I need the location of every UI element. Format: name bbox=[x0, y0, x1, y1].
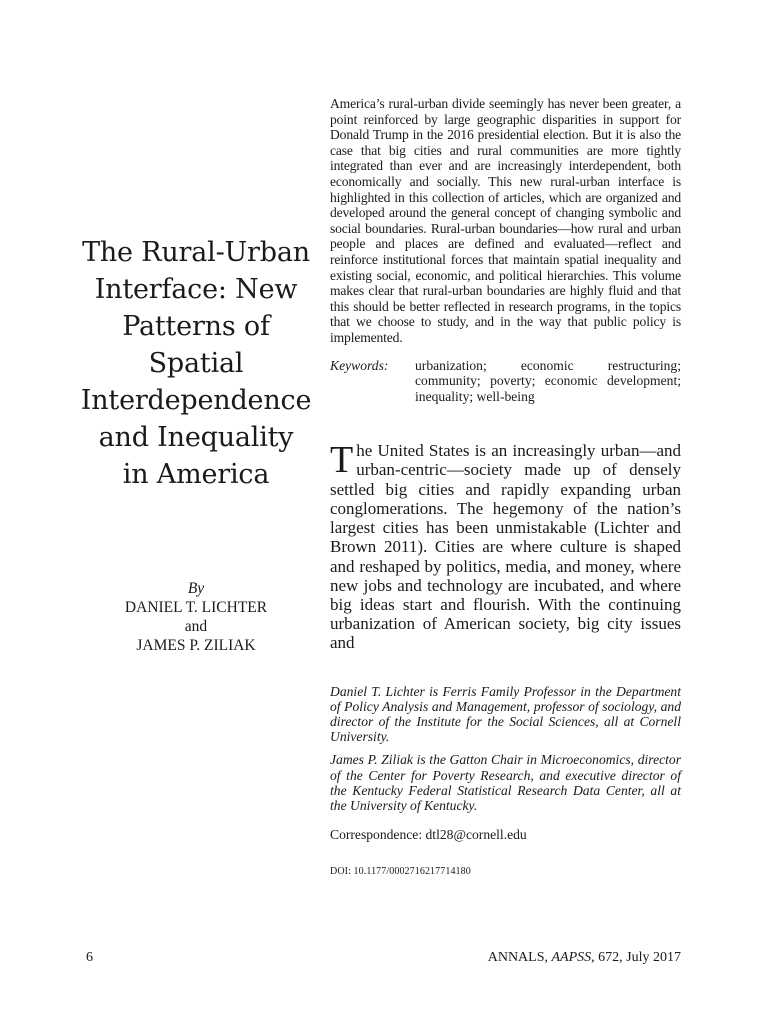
intro-paragraph bbox=[330, 441, 681, 652]
title-line: Interface: New bbox=[94, 274, 298, 305]
drop-cap: T bbox=[330, 439, 354, 482]
by-label: By bbox=[187, 580, 205, 597]
title-line: Interdependence bbox=[80, 385, 312, 416]
and-label: and bbox=[184, 618, 208, 635]
journal-italic: AAPSS bbox=[551, 950, 592, 965]
author-name: DANIEL T. LICHTER bbox=[124, 599, 268, 616]
doi: DOI: 10.1177/0002716217714180 bbox=[330, 866, 471, 878]
byline bbox=[62, 579, 330, 655]
title-line: Patterns of bbox=[122, 311, 270, 342]
author-bio: James P. Ziliak is the Gatton Chair in Microeconomics, director of the Center for Poverty Research, and executive director of the Kentucky Federal Statistical Research Data Center, all at the University of Kentucky. bbox=[330, 752, 681, 813]
title-line: and Inequality bbox=[98, 422, 294, 453]
title-line: in America bbox=[122, 459, 270, 490]
correspondence: Correspondence: dtl28@cornell.edu bbox=[330, 827, 527, 843]
keywords-list: urbanization; economic restructuring; community; poverty; economic development; inequality; well-being bbox=[415, 357, 681, 404]
title-line: Spatial bbox=[148, 348, 244, 379]
author-bio: Daniel T. Lichter is Ferris Family Professor in the Department of Policy Analysis and Management, professor of sociology, and director of the Institute for the Social Sciences, all at Cornell University. bbox=[330, 683, 681, 745]
journal-prefix: ANNALS, bbox=[487, 950, 552, 965]
page-number: 6 bbox=[86, 950, 93, 965]
title-block bbox=[62, 234, 330, 655]
abstract-text: America’s rural-urban divide seemingly has never been greater, a point reinforced by large geographic disparities in support for Donald Trump in the 2016 presidential election. But it is also the case that big cities and rural communities are more tightly integrated than ever and are increasingly interdependent, both economically and socially. This new rural-urban interface is highlighted in this collection of articles, which are organized and developed around the general concept of changing symbolic and social boundaries. Rural-urban boundaries—how rural and urban people and places are defined and evaluated—reflect and reinforce institutional forces that maintain spatial inequality and existing social, economic, and political hierarchies. This volume makes clear that rural-urban boundaries are highly fluid and that this should be better reflected in research programs, in the topics that we choose to study, and in the way that public policy is implemented. bbox=[330, 96, 681, 345]
keywords-label: Keywords: bbox=[330, 357, 389, 373]
title-line: The Rural-Urban bbox=[82, 237, 310, 268]
intro-text: he United States is an increasingly urban—and urban-centric—society made up of densely settled big cities and rapidly expanding urban conglomerations. The hegemony of the nation’s largest cities has been unmistakable (Lichter and Brown 2011). Cities are where culture is shaped and reshaped by politics, media, and money, where new jobs and technology are incubated, and where big ideas start and flourish. With the continuing urbanization of American society, big city issues and bbox=[330, 441, 681, 653]
main-column bbox=[330, 96, 681, 877]
keywords bbox=[330, 358, 681, 405]
journal-suffix: , 672, July 2017 bbox=[591, 950, 681, 965]
journal-citation bbox=[488, 950, 681, 966]
article-title bbox=[62, 234, 330, 493]
author-name: JAMES P. ZILIAK bbox=[136, 637, 256, 654]
author-bios bbox=[330, 684, 681, 814]
